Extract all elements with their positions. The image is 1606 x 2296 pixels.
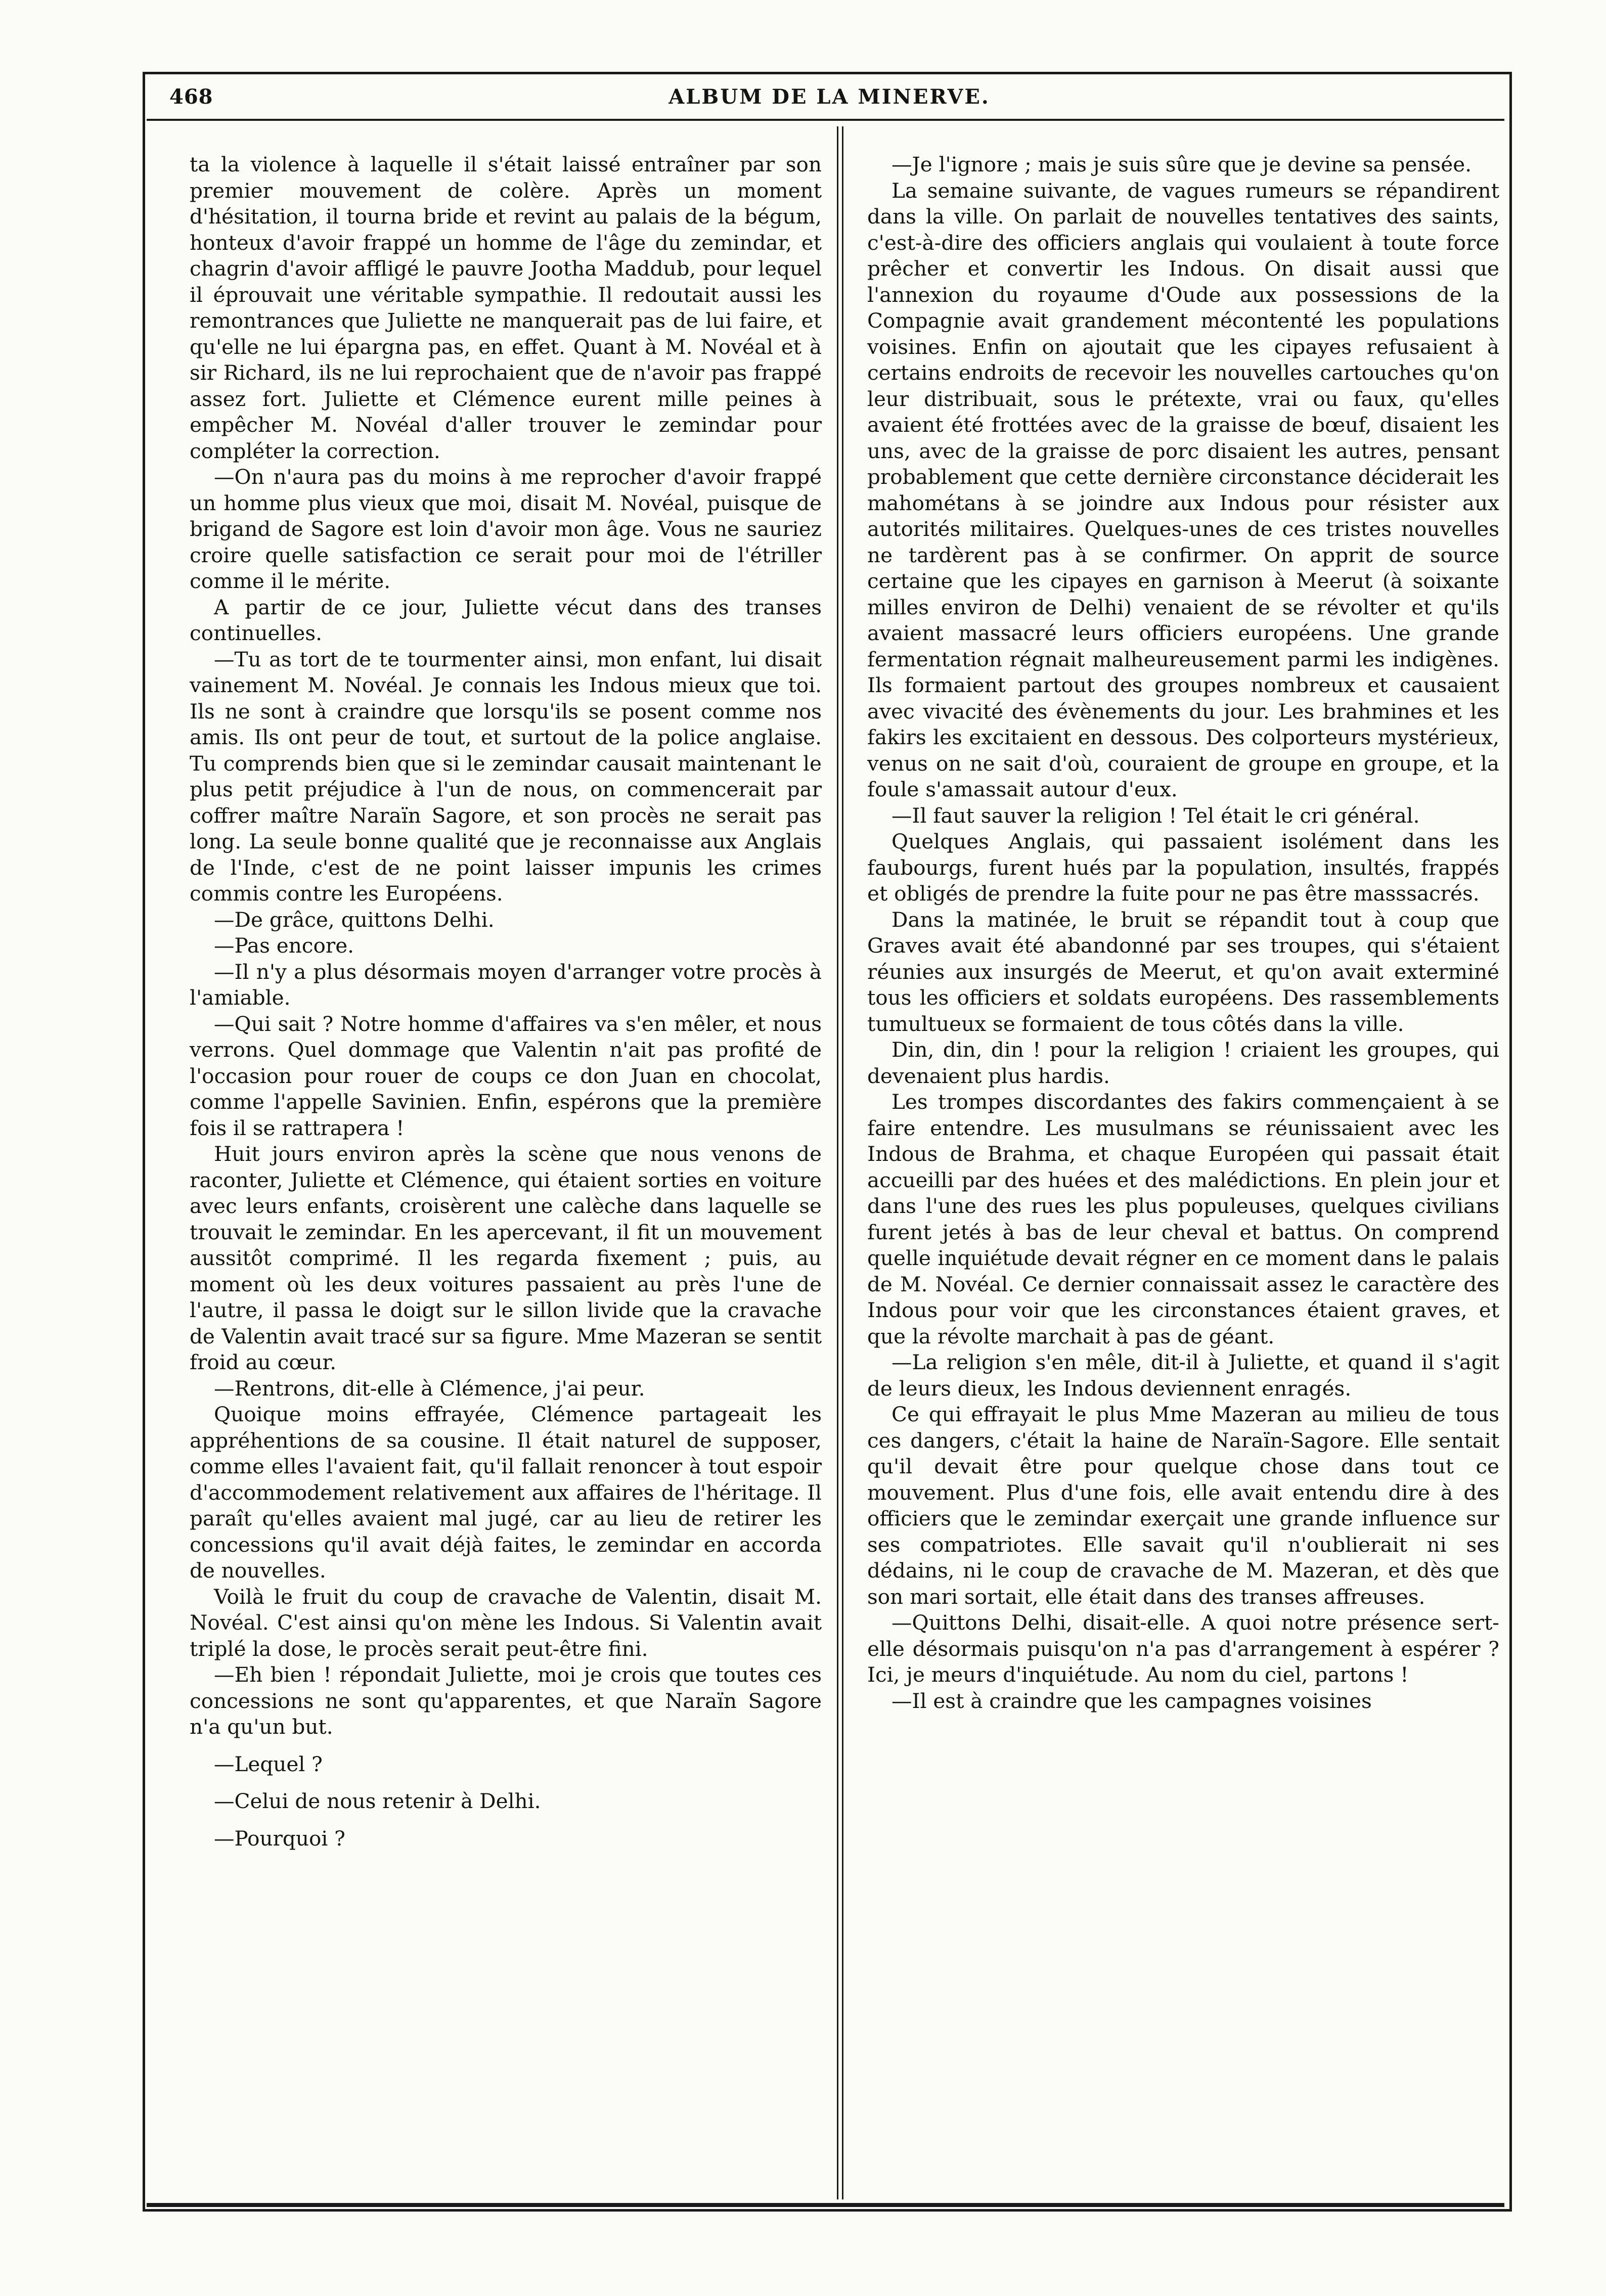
paragraph: Din, din, din ! pour la religion ! criaient les groupes, qui devenaient plus hardis. (867, 1038, 1499, 1088)
paragraph: —Quittons Delhi, disait-elle. A quoi notre présence sert-elle désormais puisqu'on n'a pas d'arrangement à espérer ? Ici, je meurs d'inquiétude. Au nom du ciel, partons ! (867, 1610, 1499, 1687)
page-number: 468 (169, 85, 213, 109)
paragraph: —Lequel ? (214, 1751, 323, 1776)
paragraph: —Il est à craindre que les campagnes voisines (891, 1688, 1372, 1713)
paragraph: —La religion s'en mêle, dit-il à Juliette, et quand il s'agit de leurs dieux, les Indous deviennent enragés. (867, 1350, 1499, 1401)
paragraph: —Eh bien ! répondait Juliette, moi je crois que toutes ces concessions ne sont qu'apparentes, et que Naraïn Sagore n'a qu'un but. (190, 1662, 822, 1739)
paragraph: A partir de ce jour, Juliette vécut dans des transes continuelles. (190, 595, 822, 645)
left-column (190, 152, 822, 1852)
paragraph: —Il faut sauver la religion ! Tel était le cri général. (891, 803, 1420, 828)
paragraph: Quelques Anglais, qui passaient isolément dans les faubourgs, furent hués par la population, insultés, frappés et obligés de prendre la fuite pour ne pas être masssacrés. (867, 829, 1499, 906)
paragraph: —Qui sait ? Notre homme d'affaires va s'en mêler, et nous verrons. Quel dommage que Valentin n'ait pas profité de l'occasion pour rouer de coups ce don Juan en chocolat, comme l'appelle Savinien. Enfin, espérons que la première fois il se rattrapera ! (190, 1011, 822, 1140)
paragraph: —Rentrons, dit-elle à Clémence, j'ai peur. (214, 1376, 645, 1401)
paragraph: Huit jours environ après la scène que nous venons de raconter, Juliette et Clémence, qui étaient sorties en voiture avec leurs enfants, croisèrent une calèche dans laquelle se trouvait le zemindar. En les apercevant, il fit un mouvement aussitôt comprimé. Il les regarda fixement ; puis, au moment où les deux voitures passaient au près l'une de l'autre, il passa le doigt sur le sillon livide que la cravache de Valentin avait tracé sur sa figure. Mme Mazeran se sentit froid au cœur. (190, 1142, 822, 1374)
paragraph: —On n'aura pas du moins à me reprocher d'avoir frappé un homme plus vieux que moi, disait M. Novéal, puisque de brigand de Sagore est loin d'avoir mon âge. Vous ne sauriez croire quelle satisfaction ce serait pour moi de l'étriller comme il le mérite. (190, 465, 822, 593)
paragraph: Voilà le fruit du coup de cravache de Valentin, disait M. Novéal. C'est ainsi qu'on mène les Indous. Si Valentin avait triplé la dose, le procès serait peut-être fini. (190, 1584, 822, 1661)
paragraph: —Tu as tort de te tourmenter ainsi, mon enfant, lui disait vainement M. Novéal. Je connais les Indous mieux que toi. Ils ne sont à craindre que lorsqu'ils se posent comme nos amis. Ils ont peur de tout, et surtout de la police anglaise. Tu comprends bien que si le zemindar causait maintenant le plus petit préjudice à l'un de nous, on commencerait par coffrer maître Naraïn Sagore, et son procès ne serait pas long. La seule bonne qualité que je reconnaisse aux Anglais de l'Inde, c'est de ne point laisser impunis les crimes commis contre les Européens. (190, 647, 822, 906)
paragraph: ta la violence à laquelle il s'était laissé entraîner par son premier mouvement de colère. Après un moment d'hésitation, il tourna bride et revint au palais de la bégum, honteux d'avoir frappé un homme de l'âge du zemindar, et chagrin d'avoir affligé le pauvre Jootha Maddub, pour lequel il éprouvait une véritable sympathie. Il redoutait aussi les remontrances que Juliette ne manquerait pas de lui faire, et qu'elle ne lui épargna pas, en effet. Quant à M. Novéal et à sir Richard, ils ne lui reprochaient que de n'avoir pas frappé assez fort. Juliette et Clémence eurent mille peines à empêcher M. Novéal d'aller trouver le zemindar pour compléter la correction. (190, 152, 822, 463)
paragraph: La semaine suivante, de vagues rumeurs se répandirent dans la ville. On parlait de nouvelles tentatives des saints, c'est-à-dire des officiers anglais qui voulaient à toute force prêcher et convertir les Indous. On disait aussi que l'annexion du royaume d'Oude aux possessions de la Compagnie avait grandement mécontenté les populations voisines. Enfin on ajoutait que les cipayes refusaient à certains endroits de recevoir les nouvelles cartouches qu'on leur distribuait, sous le prétexte, vrai ou faux, qu'elles avaient été frottées avec de la graisse de bœuf, disaient les uns, avec de la graisse de porc disaient les autres, pensant probablement que cette dernière circonstance déciderait les mahométans à se joindre aux Indous pour résister aux autorités militaires. Quelques-unes de ces tristes nouvelles ne tardèrent pas à se confirmer. On apprit de source certaine que les cipayes en garnison à Meerut (à soixante milles environ de Delhi) venaient de se révolter et qu'ils avaient massacré leurs officiers européens. Une grande fermentation régnait malheureusement parmi les indigènes. Ils formaient partout des groupes nombreux et causaient avec vivacité des évènements du jour. Les brahmines et les fakirs les excitaient en dessous. Des colporteurs mystérieux, venus on ne sait d'où, couraient de groupe en groupe, et la foule s'amassait autour d'eux. (867, 178, 1499, 801)
column-divider-line (842, 126, 843, 2199)
footer-rule (147, 2203, 1504, 2207)
paragraph: —Je l'ignore ; mais je suis sûre que je devine sa pensée. (891, 152, 1472, 176)
paragraph: Dans la matinée, le bruit se répandit tout à coup que Graves avait été abandonné par ses troupes, qui s'étaient réunies aux insurgés de Meerut, et qu'on avait exterminé tous les officiers et soldats européens. Des rassemblements tumultueux se formaient de tous côtés dans la ville. (867, 907, 1499, 1036)
paragraph: Les trompes discordantes des fakirs commençaient à se faire entendre. Les musulmans se réunissaient avec les Indous de Brahma, et chaque Européen qui passait était accueilli par des huées et des malédictions. En plein jour et dans l'une des rues les plus populeuses, quelques civilians furent jetés à bas de leur cheval et battus. On comprend quelle inquiétude devait régner en ce moment dans le palais de M. Novéal. Ce dernier connaissait assez le caractère des Indous pour voir que les circonstances étaient graves, et que la révolte marchait à pas de géant. (867, 1090, 1499, 1348)
paragraph: —Pourquoi ? (214, 1826, 345, 1851)
paragraph: —Pas encore. (214, 933, 354, 958)
running-title: ALBUM DE LA MINERVE. (668, 85, 990, 109)
paragraph: —Celui de nous retenir à Delhi. (214, 1789, 541, 1813)
column-divider-line (837, 126, 838, 2199)
paragraph: —De grâce, quittons Delhi. (214, 907, 495, 932)
paragraph: —Il n'y a plus désormais moyen d'arranger votre procès à l'amiable. (190, 959, 822, 1010)
right-column (867, 152, 1499, 1714)
header-rule (147, 119, 1504, 121)
paragraph: Quoique moins effrayée, Clémence partageait les appréhentions de sa cousine. Il était naturel de supposer, comme elles l'avaient fait, qu'il fallait renoncer à tout espoir d'accommodement relativement aux affaires de l'héritage. Il paraît qu'elles avaient mal jugé, car au lieu de retirer les concessions qu'il avait déjà faites, le zemindar en accorda de nouvelles. (190, 1402, 822, 1583)
paragraph: Ce qui effrayait le plus Mme Mazeran au milieu de tous ces dangers, c'était la haine de Naraïn-Sagore. Elle sentait qu'il devait être pour quelque chose dans tout ce mouvement. Plus d'une fois, elle avait entendu dire à des officiers que le zemindar exerçait une grande influence sur ses compatriotes. Elle savait qu'il n'oublierait ni ses dédains, ni le coup de cravache de M. Mazeran, et dès que son mari sortait, elle était dans des transes affreuses. (867, 1402, 1499, 1609)
